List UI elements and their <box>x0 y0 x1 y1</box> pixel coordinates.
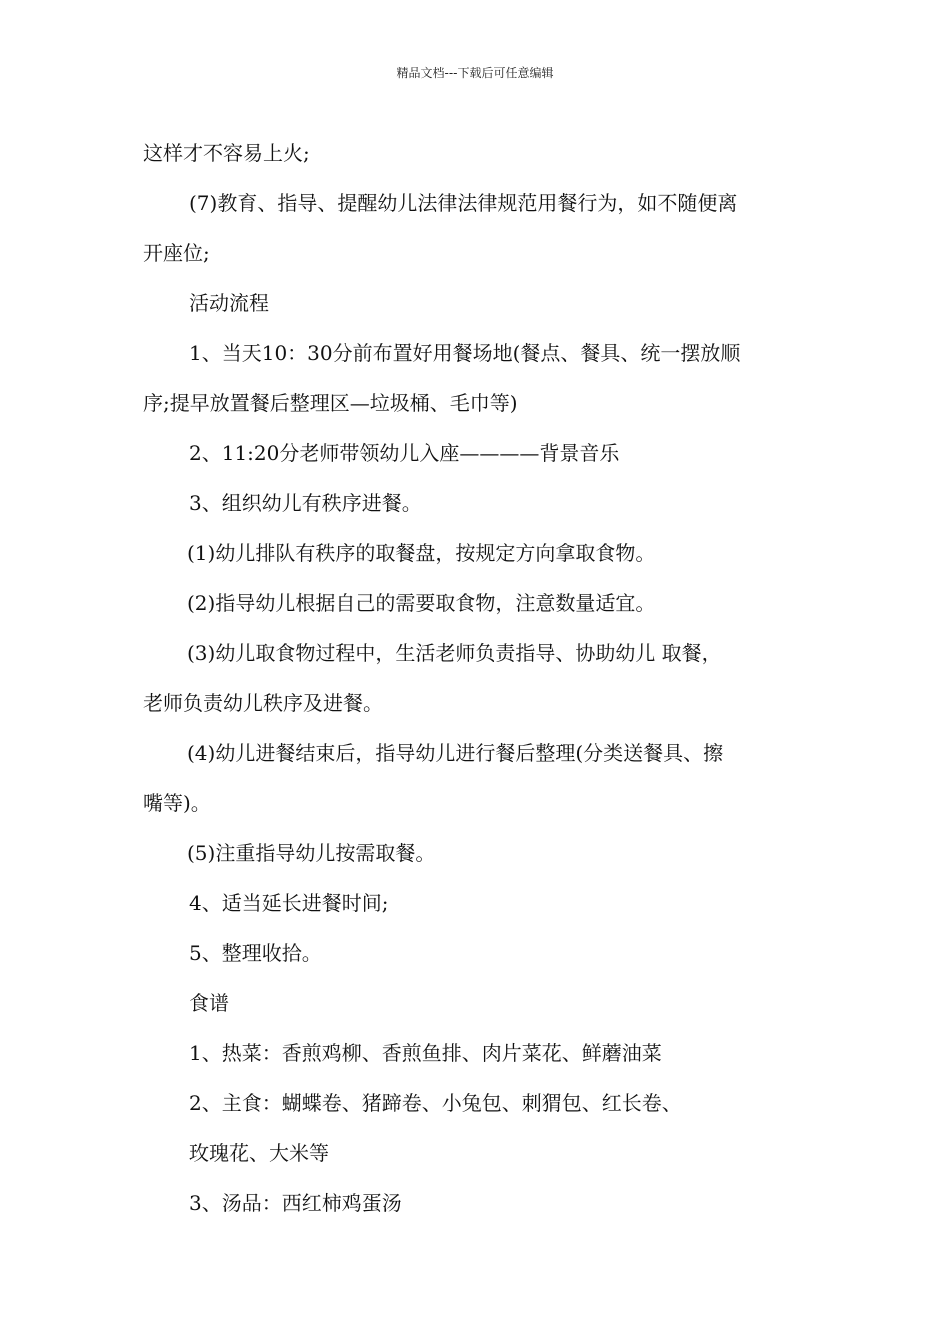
paragraph-line: 2、11:20分老师带领幼儿入座————背景音乐 <box>189 441 620 465</box>
paragraph-line: (7)教育、指导、提醒幼儿法律法律规范用餐行为，如不随便离 <box>189 191 738 215</box>
paragraph-line: 开座位; <box>143 241 210 265</box>
paragraph-line: (4)幼儿进餐结束后，指导幼儿进行餐后整理(分类送餐具、擦 <box>187 741 724 765</box>
paragraph-line: (2)指导幼儿根据自己的需要取食物，注意数量适宜。 <box>187 591 656 615</box>
paragraph-line: 3、汤品：西红柿鸡蛋汤 <box>189 1191 402 1215</box>
page-header: 精品文档---下载后可任意编辑 <box>396 66 554 80</box>
section-heading: 食谱 <box>189 991 229 1015</box>
paragraph-line: 老师负责幼儿秩序及进餐。 <box>143 691 383 715</box>
paragraph-line: (5)注重指导幼儿按需取餐。 <box>187 841 436 865</box>
paragraph-line: 3、组织幼儿有秩序进餐。 <box>189 491 422 515</box>
paragraph-line: 2、主食：蝴蝶卷、猪蹄卷、小兔包、刺猬包、红长卷、 <box>189 1091 682 1115</box>
paragraph-line: 5、整理收拾。 <box>189 941 322 965</box>
paragraph-line: 序;提早放置餐后整理区—垃圾桶、毛巾等) <box>143 391 518 415</box>
paragraph-line: 1、当天10：30分前布置好用餐场地(餐点、餐具、统一摆放顺 <box>189 341 741 365</box>
paragraph-line: 4、适当延长进餐时间; <box>189 891 389 915</box>
document-body <box>143 128 808 1228</box>
paragraph-line: (3)幼儿取食物过程中，生活老师负责指导、协助幼儿 取餐， <box>187 641 722 665</box>
paragraph-line: 这样才不容易上火; <box>143 141 310 165</box>
section-heading: 活动流程 <box>189 291 269 315</box>
paragraph-line: 1、热菜：香煎鸡柳、香煎鱼排、肉片菜花、鲜蘑油菜 <box>189 1041 662 1065</box>
paragraph-line: 嘴等)。 <box>143 791 211 815</box>
paragraph-line: (1)幼儿排队有秩序的取餐盘，按规定方向拿取食物。 <box>187 541 656 565</box>
paragraph-line: 玫瑰花、大米等 <box>189 1141 329 1165</box>
